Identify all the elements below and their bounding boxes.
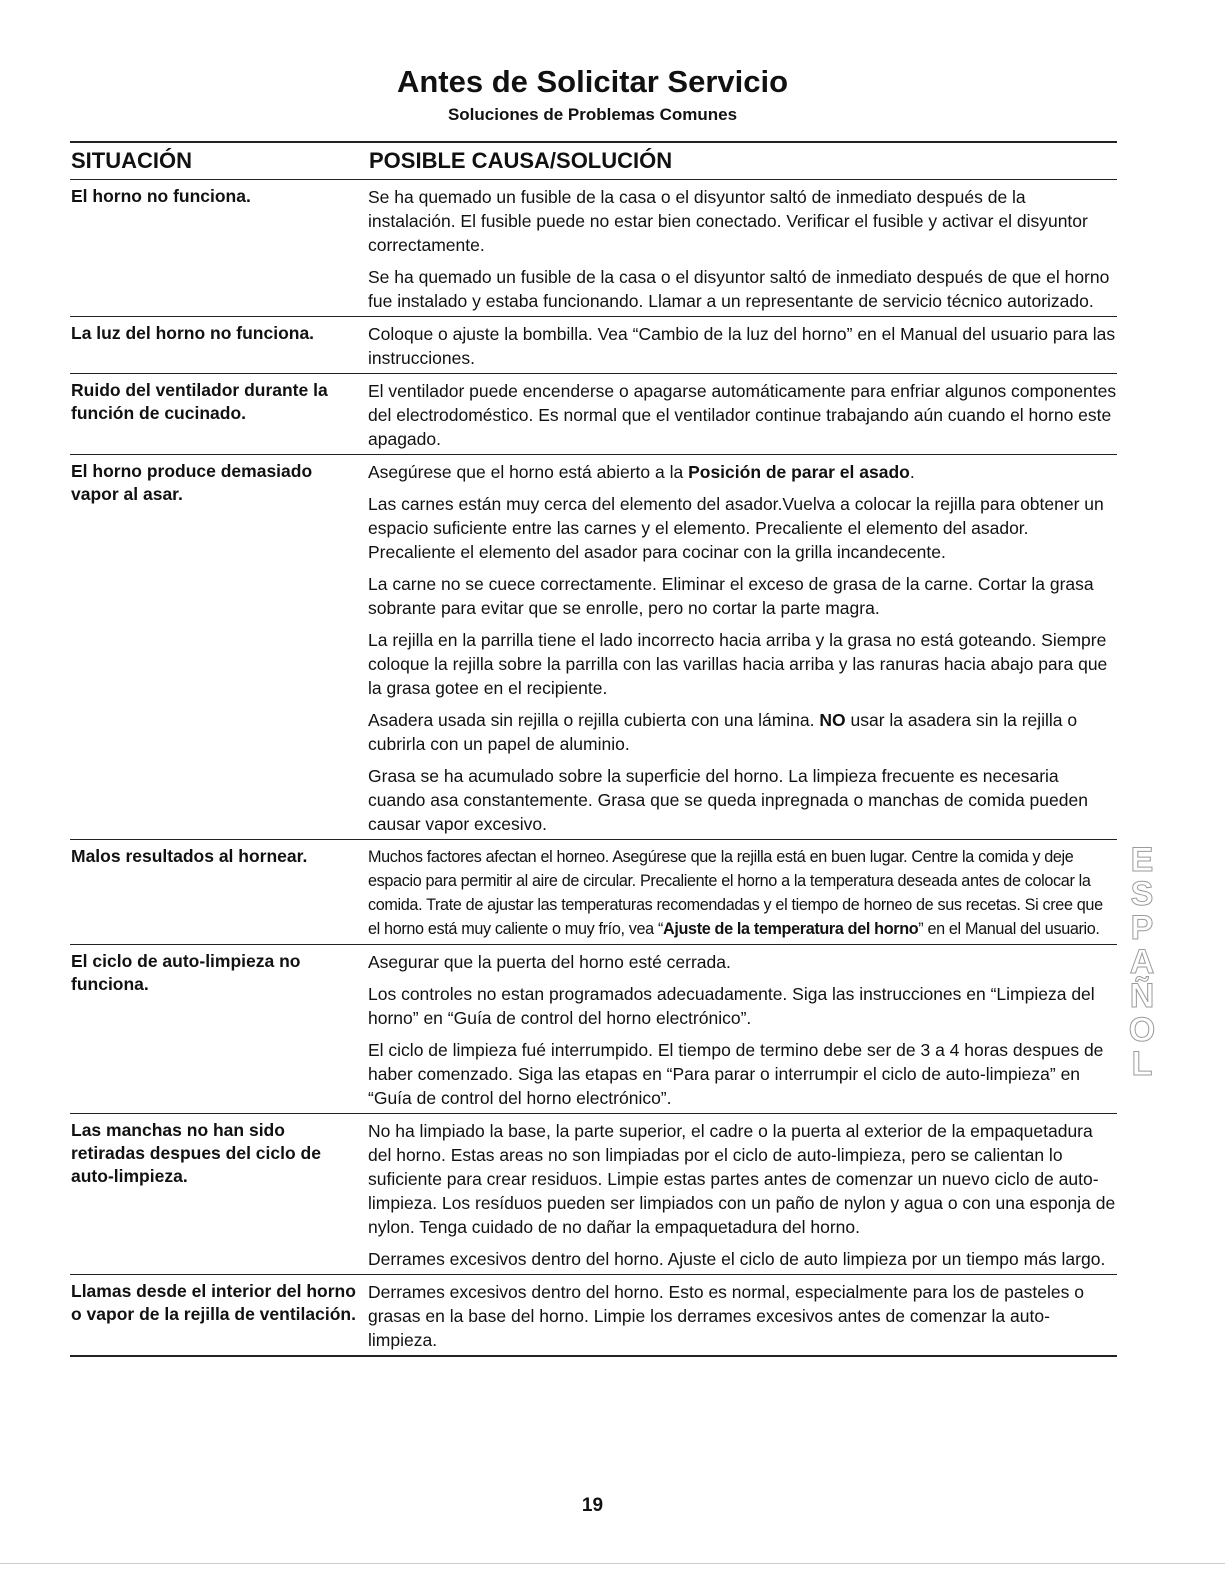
page-title: Antes de Solicitar Servicio — [396, 64, 789, 99]
troubleshooting-table — [70, 141, 1117, 1357]
solution-text: Asegurar que la puerta del horno esté cerrada. — [368, 952, 731, 972]
solution-cell — [368, 379, 1117, 451]
solution-cell — [368, 950, 1117, 1110]
solution-text: Se ha quemado un fusible de la casa o el disyuntor saltó de inmediato después de la instalación. El fusible puede no estar bien conectado. Verificar el fusible y activar el disyuntor correctamente. — [368, 187, 1088, 255]
solution-paragraph — [368, 764, 1117, 836]
solution-paragraph — [368, 628, 1117, 700]
solution-cell — [368, 845, 1117, 941]
column-header-solution: POSIBLE CAUSA/SOLUCIÓN — [369, 148, 673, 173]
side-tab-letter: Ñ — [1129, 977, 1155, 1015]
solution-text: . — [909, 462, 915, 482]
solution-text: Grasa se ha acumulado sobre la superficie del horno. La limpieza frecuente es necesaria cuando asa constantemente. Grasa que se queda inpregnada o manchas de comida pueden causar vapor excesivo. — [368, 766, 1088, 834]
solution-text: La carne no se cuece correctamente. Eliminar el exceso de grasa de la carne. Cortar la grasa sobrante para evitar que se enrolle, pero no cortar la parte magra. — [368, 574, 1094, 618]
table-row — [70, 180, 1117, 317]
solution-paragraph — [368, 379, 1117, 451]
solution-paragraph — [368, 265, 1117, 313]
solution-paragraph — [368, 1119, 1117, 1239]
table-row — [70, 840, 1117, 945]
situation-cell: Malos resultados al hornear. — [71, 846, 308, 866]
solution-text: Asadera usada sin rejilla o rejilla cubierta con una lámina. — [368, 710, 820, 730]
side-tab-letter: A — [1129, 943, 1155, 981]
solution-cell — [368, 322, 1117, 370]
table-row — [70, 374, 1117, 455]
solution-cell — [368, 460, 1117, 836]
solution-paragraph — [368, 845, 1117, 941]
solution-text: Asegúrese que el horno está abierto a la — [368, 462, 689, 482]
solution-paragraph — [368, 572, 1117, 620]
solution-text: Derrames excesivos dentro del horno. Ajuste el ciclo de auto limpieza por un tiempo más largo. — [368, 1249, 1106, 1269]
side-tab-letter: L — [1131, 1045, 1153, 1083]
situation-cell: El horno produce demasiado vapor al asar. — [71, 461, 313, 504]
situation-cell: El ciclo de auto-limpieza no funciona. — [71, 951, 301, 994]
solution-cell — [368, 1280, 1117, 1352]
page-subtitle: Soluciones de Problemas Comunes — [447, 105, 738, 124]
table-row — [70, 1275, 1117, 1357]
solution-cell — [368, 1119, 1117, 1271]
bottom-rule — [0, 1563, 1225, 1564]
situation-cell: La luz del horno no funciona. — [71, 323, 315, 343]
solution-paragraph — [368, 1280, 1117, 1352]
situation-cell: Ruido del ventilador durante la función de cucinado. — [71, 380, 328, 423]
table-row — [70, 317, 1117, 374]
solution-emphasis: Ajuste de la temperatura del horno — [663, 920, 919, 938]
solution-paragraph — [368, 708, 1117, 756]
solution-emphasis: Posición de parar el asado — [688, 462, 910, 482]
table-body — [70, 180, 1117, 1357]
solution-text: El ventilador puede encenderse o apagarse automáticamente para enfriar algunos componentes del electrodoméstico. Es normal que el ventilador continue trabajando aún cuando el horno este apagado. — [368, 381, 1117, 449]
solution-text: El ciclo de limpieza fué interrumpido. El tiempo de termino debe ser de 3 a 4 horas despues de haber comenzado. Siga las etapas en “Para parar o interrumpir el ciclo de auto-limpieza” en “Guía de control del horno electrónico”. — [368, 1040, 1104, 1108]
table-header — [70, 141, 1117, 180]
solution-text: Se ha quemado un fusible de la casa o el disyuntor saltó de inmediato después de que el horno fue instalado y estaba funcionando. Llamar a un representante de servicio técnico autorizado. — [368, 267, 1110, 311]
solution-cell — [368, 185, 1117, 313]
table-row — [70, 455, 1117, 840]
solution-text: La rejilla en la parrilla tiene el lado incorrecto hacia arriba y la grasa no está goteando. Siempre coloque la rejilla sobre la parrilla con las varillas hacia arriba y las ranuras hacia abajo para que la grasa gotee en el recipiente. — [368, 630, 1108, 698]
solution-paragraph — [368, 185, 1117, 257]
solution-text: ” en el Manual del usuario. — [918, 920, 1100, 938]
solution-paragraph — [368, 460, 1117, 484]
column-header-situation: SITUACIÓN — [71, 148, 192, 173]
side-tab-letter: P — [1130, 909, 1154, 947]
solution-paragraph — [368, 492, 1117, 564]
solution-paragraph — [368, 950, 1117, 974]
solution-text: No ha limpiado la base, la parte superior, el cadre o la puerta al exterior de la empaquetadura del horno. Estas areas no son limpiadas por el ciclo de auto-limpieza, pero se calientan lo suficiente para crear residuos. Limpie estas partes antes de comenzar un nuevo ciclo de auto-limpieza. Los resíduos pueden ser limpiados con un paño de nylon y agua o con una esponja de nylon. Tenga cuidado de no dañar la empaquetadura del horno. — [368, 1121, 1116, 1237]
language-side-tab — [1120, 843, 1164, 1081]
solution-paragraph — [368, 1247, 1117, 1271]
solution-text: Derrames excesivos dentro del horno. Esto es normal, especialmente para los de pasteles o grasas en la base del horno. Limpie los derrames excesivos antes de comenzar la auto-limpieza. — [368, 1282, 1084, 1350]
situation-cell: El horno no funciona. — [71, 186, 251, 206]
solution-paragraph — [368, 982, 1117, 1030]
solution-paragraph — [368, 322, 1117, 370]
page-number: 19 — [581, 1495, 604, 1516]
situation-cell: Las manchas no han sido retiradas despues del ciclo de auto-limpieza. — [71, 1120, 321, 1186]
table-row — [70, 1114, 1117, 1275]
situation-cell: Llamas desde el interior del horno o vapor de la rejilla de ventilación. — [71, 1281, 356, 1324]
side-tab-letter: O — [1128, 1011, 1156, 1049]
solution-text: Los controles no estan programados adecuadamente. Siga las instrucciones en “Limpieza del horno” en “Guía de control del horno electrónico”. — [368, 984, 1095, 1028]
table-row — [70, 945, 1117, 1114]
solution-text: usar la asadera sin la rejilla o cubrirla con un papel de aluminio. — [368, 710, 1078, 754]
side-tab-letter: S — [1130, 875, 1154, 913]
solution-emphasis: NO — [819, 710, 846, 730]
side-tab-letter: E — [1130, 841, 1154, 879]
solution-text: Muchos factores afectan el horneo. Asegúrese que la rejilla está en buen lugar. Centre la comida y deje espacio para permitir al aire de circular. Precaliente el horno a la temperatura deseada antes de colocar la comida. Trate de ajustar las temperaturas recomendadas y el tiempo de horneo de sus recetas. Si cree que el horno está muy caliente o muy frío, vea “ — [368, 848, 1103, 938]
solution-text: Coloque o ajuste la bombilla. Vea “Cambio de la luz del horno” en el Manual del usuario para las instrucciones. — [368, 324, 1116, 368]
solution-text: Las carnes están muy cerca del elemento del asador.Vuelva a colocar la rejilla para obtener un espacio suficiente entre las carnes y el elemento. Precaliente el elemento del asador. Precaliente el elemento del asador para cocinar con la grilla incandecente. — [368, 494, 1104, 562]
solution-paragraph — [368, 1038, 1117, 1110]
